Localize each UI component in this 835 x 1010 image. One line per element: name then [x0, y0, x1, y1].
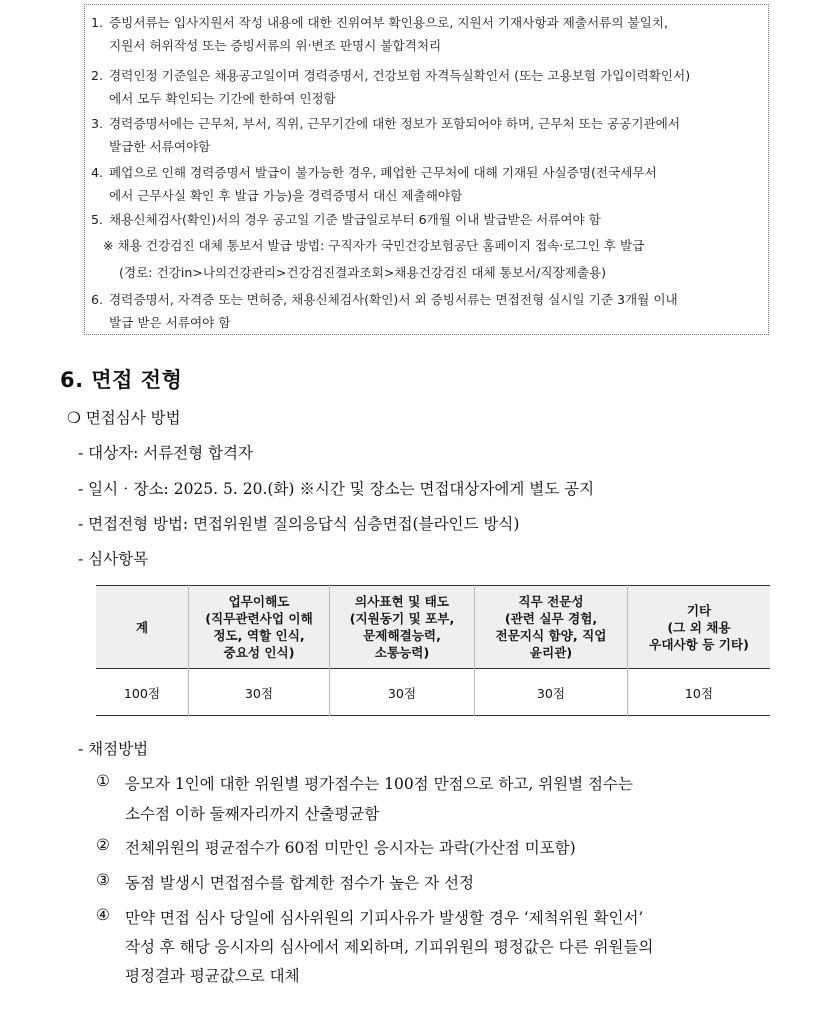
scoring-text: 전체위원의 평균점수가 60점 미만인 응시자는 과락(가산점 미포함) [125, 839, 576, 857]
table-header-row [96, 586, 770, 669]
section-title: 6. 면접 전형 [60, 368, 183, 392]
criteria-table [96, 585, 770, 716]
table-cell: 100점 [96, 669, 189, 716]
scoring-text: 만약 면접 심사 당일에 심사위원의 기피사유가 발생할 경우 ‘제척위원 확인서’ [125, 909, 644, 927]
scoring-mark: ① [96, 772, 110, 790]
notes-box: 1. 증빙서류는 입사지원서 작성 내용에 대한 진위여부 확인용으로, 지원서 기재사항과 제출서류의 불일치, 지원서 허위작성 또는 증빙서류의 위‧변조 판명시 불합격처리 2. 경력인정 기준일은 채용공고일이며 경력증명서, 건강보험 자격득실확인서 (또는 고용보험 가입이력확인서) 에서 모두 확인되는 기간에 한하여 인정함 3. 경력증명서에는 근무처, 부서, 직위, 근무기간에 대한 정보가 포함되어야 하며, 근무처 또는 공공기관에서 발급한 서류여야함 4. 폐업으로 인해 경력증명서 발급이 불가능한 경우, 폐업한 근무처에 대해 기재된 사실증명(전국세무서 에서 근무사실 확인 후 발급 가능)을 경력증명서 대신 제출해야함 5. 채용신체검사(확인)서의 경우 공고일 기준 발급일로부터 6개월 이내 발급받은 서류여야 함 ※ 채용 건강검진 대체 통보서 발급 방법: 구직자가 국민건강보험공단 홈페이지 접속‧로그인 후 발급 (경로: 건강in>나의건강관리>건강검진결과조회>채용건강검진 대체 통보서/직장제출용) 6. 경력증명서, 자격증 또는 면허증, 채용신체검사(확인)서 외 증빙서류는 면접전형 실시일 기준 3개월 이내 발급 받은 서류여야 함 [84, 4, 769, 335]
scoring-text: 작성 후 해당 응시자의 심사에서 제외하며, 기피위원의 평정값은 다른 위원들의 [125, 938, 654, 956]
header-understanding: 업무이해도 (직무관련사업 이해 정도, 역할 인식, 중요성 인식) [189, 586, 330, 669]
scoring-text: 동점 발생시 면접점수를 합계한 점수가 높은 자 선정 [125, 874, 474, 892]
interview-method-line: - 면접전형 방법: 면접위원별 질의응답식 심층면접(블라인드 방식) [78, 515, 520, 533]
scoring-mark: ③ [96, 871, 110, 889]
header-expression: 의사표현 및 태도 (지원동기 및 포부, 문제해결능력, 소통능력) [330, 586, 475, 669]
table-row [96, 669, 770, 716]
scoring-mark: ④ [96, 906, 110, 924]
schedule-line: - 일시‧장소: 2025. 5. 20.(화) ※시간 및 장소는 면접대상자에게 별도 공지 [78, 480, 595, 498]
table-cell: 30점 [189, 669, 330, 716]
method-heading: ❍ 면접심사 방법 [67, 409, 181, 427]
table-cell: 30점 [330, 669, 475, 716]
scoring-label: - 채점방법 [78, 740, 149, 758]
scoring-text: 소수점 이하 둘째자리까지 산출평균함 [125, 805, 380, 823]
scoring-mark: ② [96, 836, 110, 854]
table-cell: 10점 [628, 669, 771, 716]
header-total: 계 [96, 586, 189, 669]
header-other: 기타 (그 외 채용 우대사항 등 기타) [628, 586, 771, 669]
table-cell: 30점 [475, 669, 628, 716]
scoring-text: 응모자 1인에 대한 위원별 평가점수는 100점 만점으로 하고, 위원별 점수는 [125, 775, 633, 793]
criteria-label: - 심사항목 [78, 550, 149, 568]
header-expertise: 직무 전문성 (관련 실무 경험, 전문지식 함양, 직업 윤리관) [475, 586, 628, 669]
target-line: - 대상자: 서류전형 합격자 [78, 444, 253, 462]
scoring-text: 평정결과 평균값으로 대체 [125, 967, 300, 985]
